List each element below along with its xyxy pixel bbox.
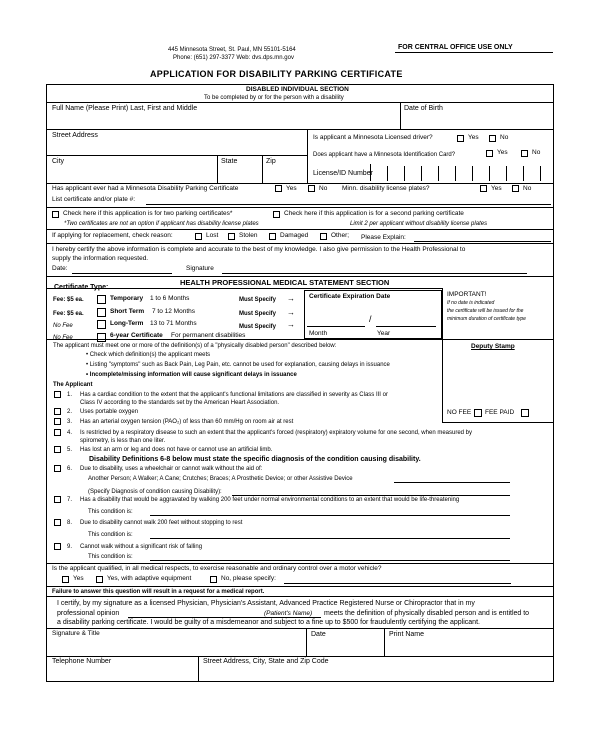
arrow-right-icon: → bbox=[287, 294, 295, 303]
bullet-2: • Listing "symptoms" such as Back Pain, Leg Pain, etc. cannot be used for explanation, causing delays in issuance bbox=[86, 362, 390, 368]
cert-type-label: Certificate Type: bbox=[54, 284, 109, 291]
telephone-label: Telephone Number bbox=[52, 658, 112, 665]
no-fee-label: NO FEE bbox=[447, 409, 472, 416]
def-number: 1. bbox=[67, 392, 73, 398]
this-condition-label: This condition is: bbox=[88, 554, 133, 560]
must-specify-label: Must Specify bbox=[239, 311, 277, 317]
agency-address: 445 Minnesota Street, St. Paul, MN 55101-5164 bbox=[168, 47, 296, 53]
id-yes-checkbox[interactable] bbox=[486, 150, 493, 157]
id-no-checkbox[interactable] bbox=[521, 150, 528, 157]
two-certs-note: *Two certificates are not an option if applicant has disability license plates bbox=[64, 221, 259, 227]
def-number: 9. bbox=[67, 544, 73, 550]
agency-phone-web: Phone: (651) 297-3377 Web: dvs.dps.mn.gov bbox=[173, 55, 294, 61]
this-condition-label: This condition is: bbox=[88, 532, 133, 538]
licensed-yes-checkbox[interactable] bbox=[457, 135, 464, 142]
list-cert-label: List certificate and/or plate #: bbox=[52, 196, 136, 203]
hp-date-label: Date bbox=[311, 631, 326, 638]
other-checkbox[interactable] bbox=[320, 233, 327, 240]
license-id-label: License/ID Number bbox=[313, 170, 373, 177]
hp-date-field[interactable] bbox=[308, 640, 382, 654]
id-no-label: No bbox=[532, 149, 541, 156]
cert-type-desc: 7 to 12 Months bbox=[152, 308, 195, 315]
def-5-checkbox[interactable] bbox=[54, 446, 61, 453]
important-title: IMPORTANT! bbox=[447, 291, 487, 298]
plates-no-checkbox[interactable] bbox=[512, 185, 519, 192]
def-number: 2. bbox=[67, 409, 73, 415]
other-label: Other; bbox=[331, 232, 350, 239]
had-cert-yes-label: Yes bbox=[286, 185, 297, 192]
qualified-yes-checkbox[interactable] bbox=[62, 576, 69, 583]
long-term-checkbox[interactable] bbox=[97, 320, 106, 329]
stolen-checkbox[interactable] bbox=[228, 233, 235, 240]
fee-paid-label: FEE PAID bbox=[485, 409, 515, 416]
applicant-signature-field[interactable] bbox=[222, 273, 527, 274]
qualified-yes-label: Yes bbox=[73, 575, 84, 582]
hp-certify-line-2: professional opinion bbox=[57, 610, 120, 617]
list-cert-field[interactable] bbox=[146, 204, 551, 205]
def-8-checkbox[interactable] bbox=[54, 519, 61, 526]
assistive-devices-list: Another Person; A Walker; A Cane; Crutches; Braces; A Prosthetic Device; or other Assistive Device bbox=[88, 476, 353, 482]
def-number: 4. bbox=[67, 430, 73, 436]
second-cert-checkbox[interactable] bbox=[273, 211, 280, 218]
def-text: Cannot walk without a significant risk of falling bbox=[80, 544, 203, 550]
zip-field[interactable] bbox=[264, 167, 305, 181]
street-label: Street Address bbox=[52, 132, 98, 139]
license-id-field[interactable] bbox=[370, 164, 552, 181]
short-term-checkbox[interactable] bbox=[97, 308, 106, 317]
fee-label: No Fee bbox=[53, 335, 73, 341]
street-field[interactable] bbox=[48, 140, 306, 154]
qualified-question: Is the applicant qualified, in all medical respects, to exercise reasonable and ordinary control over a motor vehicle? bbox=[52, 565, 382, 572]
def-number: 5. bbox=[67, 447, 73, 453]
fee-label: Fee: $5 ea. bbox=[53, 311, 84, 317]
hp-address-label: Street Address, City, State and Zip Code bbox=[203, 658, 329, 665]
cert-type-desc: 13 to 71 Months bbox=[150, 320, 197, 327]
def-number: 3. bbox=[67, 419, 73, 425]
hp-signature-label: Signature & Title bbox=[52, 630, 100, 637]
applicant-signature-label: Signature bbox=[186, 265, 214, 272]
cert-type-name: 6-year Certificate bbox=[110, 332, 163, 339]
qualified-adaptive-label: Yes, with adaptive equipment bbox=[107, 575, 192, 582]
patient-name-label: (Patient's Name) bbox=[264, 610, 313, 617]
deputy-stamp-label: Deputy Stamp bbox=[471, 343, 515, 350]
had-cert-no-label: No bbox=[319, 185, 328, 192]
def-1-checkbox[interactable] bbox=[54, 391, 61, 398]
must-specify-label: Must Specify bbox=[239, 324, 277, 330]
def-text: Has a disability that would be aggravated by walking 200 feet under normal environmental conditions to an extent that would be life-threatening bbox=[80, 497, 460, 503]
cert-type-name: Short Term bbox=[110, 308, 145, 315]
id-card-question: Does applicant have a Minnesota Identification Card? bbox=[313, 152, 456, 158]
hp-certify-line-3: meets the definition of physically disabled person and is entitled to bbox=[324, 610, 530, 617]
expiration-year-field[interactable] bbox=[376, 326, 436, 327]
bullet-1: • Check which definition(s) the applicant meets bbox=[86, 352, 211, 358]
def-7-condition-field[interactable] bbox=[150, 515, 510, 516]
qualified-adaptive-checkbox[interactable] bbox=[96, 576, 103, 583]
cert-type-desc: For permanent disabilities bbox=[171, 332, 246, 339]
explain-field[interactable] bbox=[414, 241, 551, 242]
fee-paid-checkbox[interactable] bbox=[521, 409, 529, 417]
plates-yes-checkbox[interactable] bbox=[480, 185, 487, 192]
certify-text-2: supply the information requested. bbox=[52, 255, 149, 262]
licensed-no-checkbox[interactable] bbox=[489, 135, 496, 142]
damaged-label: Damaged bbox=[280, 232, 309, 239]
full-name-field[interactable] bbox=[48, 114, 398, 128]
hp-signature-field[interactable] bbox=[48, 640, 304, 654]
hp-print-name-label: Print Name bbox=[389, 631, 425, 638]
def-number: 8. bbox=[67, 520, 73, 526]
def-3-checkbox[interactable] bbox=[54, 418, 61, 425]
month-label: Month bbox=[309, 330, 328, 337]
plates-question: Minn. disability license plates? bbox=[342, 185, 430, 192]
def-text: Is restricted by a respiratory disease to such an extent that the applicant's forced (respiratory) expiratory volume for one second, when measured by bbox=[80, 430, 473, 436]
def-9-checkbox[interactable] bbox=[54, 543, 61, 550]
important-line: minimum duration of certificate type bbox=[447, 316, 526, 322]
state-field[interactable] bbox=[219, 167, 260, 181]
had-cert-yes-checkbox[interactable] bbox=[275, 185, 282, 192]
licensed-driver-question: Is applicant a Minnesota Licensed driver? bbox=[313, 134, 433, 141]
arrow-right-icon: → bbox=[287, 320, 295, 329]
stolen-label: Stolen bbox=[239, 232, 258, 239]
def-9-condition-field[interactable] bbox=[150, 560, 510, 561]
definitions-6-8-heading: Disability Definitions 6-8 below must state the specific diagnosis of the condition causing disability. bbox=[89, 456, 421, 463]
full-name-label: Full Name (Please Print) Last, First and Middle bbox=[52, 105, 198, 112]
second-cert-label: Check here if this application is for a second parking certificate bbox=[284, 210, 464, 217]
qualified-specify-field[interactable] bbox=[284, 583, 511, 584]
hp-section-heading: HEALTH PROFESSIONAL MEDICAL STATEMENT SECTION bbox=[180, 278, 390, 287]
licensed-yes-label: Yes bbox=[468, 134, 479, 141]
bullet-3: • Incomplete/missing information will cause significant delays in issuance bbox=[86, 372, 297, 378]
applicant-date-field[interactable] bbox=[72, 273, 172, 274]
date-separator: / bbox=[369, 314, 372, 324]
city-field[interactable] bbox=[48, 167, 215, 181]
disabled-section-subheading: To be completed by or for the person with a disability bbox=[204, 95, 344, 101]
no-fee-checkbox[interactable] bbox=[474, 409, 482, 417]
fee-label: No Fee bbox=[53, 323, 73, 329]
def-number: 7. bbox=[67, 497, 73, 503]
damaged-checkbox[interactable] bbox=[269, 233, 276, 240]
def-text: Due to disability cannot walk 200 feet without stopping to rest bbox=[80, 520, 243, 526]
disabled-section-heading: DISABLED INDIVIDUAL SECTION bbox=[246, 86, 349, 93]
zip-label: Zip bbox=[266, 158, 276, 165]
def-6-checkbox[interactable] bbox=[54, 465, 61, 472]
two-certs-label: Check here if this application is for two parking certificates* bbox=[63, 210, 233, 217]
form-title: APPLICATION FOR DISABILITY PARKING CERTIFICATE bbox=[150, 69, 403, 79]
def-text: Has a cardiac condition to the extent that the applicant's functional limitations are classified in severity as Class III or bbox=[80, 392, 388, 398]
qualified-no-label: No, please specify: bbox=[221, 575, 276, 582]
def-2-checkbox[interactable] bbox=[54, 408, 61, 415]
important-line: If no date is indicated bbox=[447, 300, 495, 306]
qualified-no-checkbox[interactable] bbox=[210, 576, 217, 583]
diagnosis-field[interactable] bbox=[232, 495, 510, 496]
city-label: City bbox=[52, 158, 65, 165]
dob-field[interactable] bbox=[402, 114, 552, 128]
had-cert-question: Has applicant ever had a Minnesota Disability Parking Certificate bbox=[52, 185, 239, 192]
lost-checkbox[interactable] bbox=[195, 233, 202, 240]
explain-label: Please Explain: bbox=[361, 234, 406, 241]
def-8-condition-field[interactable] bbox=[150, 538, 510, 539]
def-text: Uses portable oxygen bbox=[80, 409, 139, 415]
def-text: Class IV according to the standards set by the American Heart Association. bbox=[80, 400, 280, 406]
hp-certify-line-4: a disability parking certificate. I would be guilty of a misdemeanor and subject to a fine up to $500 for fraudulently certifying the applicant. bbox=[57, 619, 480, 626]
def-text: spirometry, is less than one liter. bbox=[80, 438, 166, 444]
the-applicant-label: The Applicant bbox=[53, 382, 93, 388]
two-certs-checkbox[interactable] bbox=[52, 211, 59, 218]
hp-certify-line-1: I certify, by my signature as a licensed Physician, Physician's Assistant, Advanced Practice Registered Nurse or Chiropractor that in my bbox=[57, 600, 475, 607]
assistive-device-field[interactable] bbox=[394, 482, 510, 483]
cert-type-name: Temporary bbox=[110, 295, 144, 302]
dob-label: Date of Birth bbox=[404, 105, 443, 112]
year-label: Year bbox=[377, 330, 391, 337]
failure-warning: Failure to answer this question will result in a request for a medical report. bbox=[52, 589, 265, 595]
def-text: Due to disability, uses a wheelchair or cannot walk without the aid of: bbox=[80, 466, 263, 472]
important-line: the certificate will be issued for the bbox=[447, 308, 524, 314]
cert-type-desc: 1 to 6 Months bbox=[150, 295, 190, 302]
six-year-checkbox[interactable] bbox=[97, 333, 106, 342]
had-cert-no-checkbox[interactable] bbox=[308, 185, 315, 192]
replacement-label: If applying for replacement, check reason: bbox=[52, 232, 173, 239]
expiration-month-field[interactable] bbox=[307, 326, 365, 327]
def-number: 6. bbox=[67, 466, 73, 472]
licensed-no-label: No bbox=[500, 134, 509, 141]
temporary-checkbox[interactable] bbox=[97, 295, 106, 304]
certify-text-1: I hereby certify the above information is complete and accurate to the best of my knowledge. I also give permission to the Health Professional to bbox=[52, 246, 466, 253]
hp-address-field[interactable] bbox=[200, 667, 552, 681]
def-text: Has an arterial oxygen tension (PAO₂) of less than 60 mm/Hg on room air at rest bbox=[80, 419, 294, 425]
deputy-stamp-area bbox=[445, 354, 551, 406]
id-yes-label: Yes bbox=[497, 149, 508, 156]
def-7-checkbox[interactable] bbox=[54, 496, 61, 503]
hp-print-name-field[interactable] bbox=[386, 640, 552, 654]
meet-definition-text: The applicant must meet one or more of the definition(s) of a "physically disabled person" described below: bbox=[53, 343, 337, 349]
this-condition-label: This condition is: bbox=[88, 509, 133, 515]
office-use-label: FOR CENTRAL OFFICE USE ONLY bbox=[398, 44, 513, 51]
limit-note: Limit 2 per applicant without disability license plates bbox=[350, 221, 488, 227]
lost-label: Lost bbox=[206, 232, 219, 239]
plates-yes-label: Yes bbox=[491, 185, 502, 192]
def-4-checkbox[interactable] bbox=[54, 429, 61, 436]
telephone-field[interactable] bbox=[48, 667, 196, 681]
fee-label: Fee: $5 ea. bbox=[53, 297, 84, 303]
cert-type-name: Long-Term bbox=[110, 320, 144, 327]
def-text: Has lost an arm or leg and does not have or cannot use an artificial limb. bbox=[80, 447, 273, 453]
must-specify-label: Must Specify bbox=[239, 297, 277, 303]
plates-no-label: No bbox=[523, 185, 532, 192]
specify-diagnosis-label: (Specify Diagnosis of condition causing Disability): bbox=[88, 489, 222, 495]
arrow-right-icon: → bbox=[287, 308, 295, 317]
state-label: State bbox=[221, 158, 238, 165]
expiration-date-label: Certificate Expiration Date bbox=[309, 293, 391, 300]
applicant-date-label: Date: bbox=[52, 265, 68, 272]
